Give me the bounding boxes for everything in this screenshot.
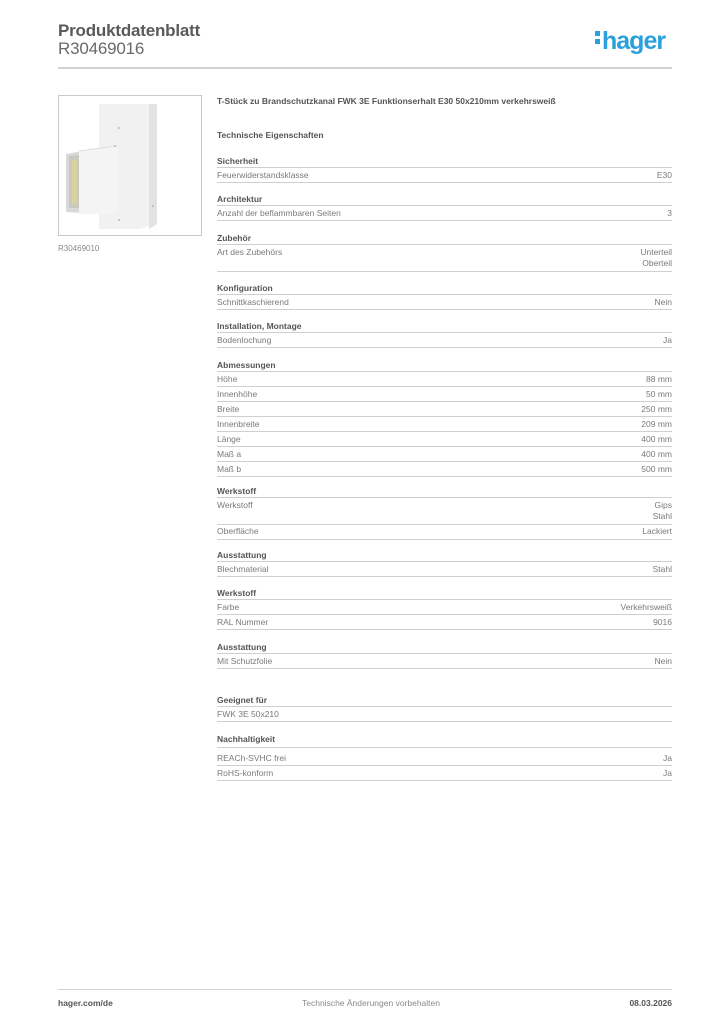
property-value: 50 mm <box>646 388 672 399</box>
footer-website-link[interactable]: hager.com/de <box>58 998 113 1008</box>
section-title: Geeignet für <box>217 694 672 707</box>
section-title: Werkstoff <box>217 587 672 600</box>
property-row <box>217 462 672 477</box>
property-label: Anzahl der beflammbaren Seiten <box>217 207 341 218</box>
property-label: Werkstoff <box>217 499 253 510</box>
property-value: 250 mm <box>641 403 672 414</box>
section-nachhaltigkeit <box>217 733 672 781</box>
section-title: Zubehör <box>217 232 672 245</box>
section-title: Ausstattung <box>217 549 672 562</box>
property-value: 500 mm <box>641 463 672 474</box>
hager-logo <box>595 27 665 56</box>
property-row <box>217 498 672 525</box>
property-row <box>217 654 672 669</box>
property-row <box>217 168 672 183</box>
section-title: Abmessungen <box>217 359 672 372</box>
property-row <box>217 615 672 630</box>
section-title: Installation, Montage <box>217 320 672 333</box>
footer-disclaimer: Technische Änderungen vorbehalten <box>302 998 440 1008</box>
property-row <box>217 245 672 272</box>
property-label: REACh-SVHC frei <box>217 752 286 763</box>
property-label: Oberfläche <box>217 526 259 536</box>
property-label: Maß b <box>217 463 242 474</box>
section-title: Ausstattung <box>217 641 672 654</box>
property-row <box>217 333 672 348</box>
property-row <box>217 387 672 402</box>
property-value: 9016 <box>653 616 672 627</box>
property-row <box>217 766 672 781</box>
property-row <box>217 402 672 417</box>
property-label: Mit Schutzfolie <box>217 655 273 666</box>
property-label: Innenhöhe <box>217 388 258 399</box>
property-value: Nein <box>654 296 672 307</box>
image-caption: R30469010 <box>58 244 100 253</box>
property-value: Gips Stahl <box>652 499 672 521</box>
property-row <box>217 562 672 577</box>
property-label: Bodenlochung <box>217 334 272 345</box>
property-value: Stahl <box>652 563 672 574</box>
property-row <box>217 432 672 447</box>
section-geeignet-fuer <box>217 694 672 722</box>
property-label: Schnittkaschierend <box>217 296 289 307</box>
section-installation <box>217 320 672 348</box>
property-row <box>217 206 672 221</box>
section-title: Sicherheit <box>217 155 672 168</box>
property-label: RoHS-konform <box>217 767 274 778</box>
tech-properties-heading: Technische Eigenschaften <box>217 130 324 140</box>
property-value: 88 mm <box>646 373 672 384</box>
section-title: Nachhaltigkeit <box>217 733 672 748</box>
property-value: Ja <box>663 334 672 345</box>
property-value: Lackiert <box>642 526 672 536</box>
property-label: Höhe <box>217 373 238 384</box>
property-row <box>217 707 672 722</box>
property-label: Blechmaterial <box>217 563 269 574</box>
doc-number: R30469016 <box>58 39 145 58</box>
property-value: Nein <box>654 655 672 666</box>
section-title: Werkstoff <box>217 485 672 498</box>
property-row <box>217 295 672 310</box>
t-piece-product-illustration <box>59 96 201 235</box>
property-value: 209 mm <box>641 418 672 429</box>
section-werkstoff <box>217 485 672 540</box>
property-row <box>217 525 672 540</box>
property-value: 3 <box>667 207 672 218</box>
property-row <box>217 417 672 432</box>
property-value: 400 mm <box>641 448 672 459</box>
product-image <box>58 95 202 236</box>
property-label: Farbe <box>217 601 240 612</box>
footer-divider <box>58 989 672 990</box>
property-value: Unterteil Oberteil <box>640 246 672 268</box>
property-value: E30 <box>656 169 672 180</box>
property-value: Ja <box>663 767 672 778</box>
property-label: Art des Zubehörs <box>217 246 283 257</box>
section-title: Architektur <box>217 193 672 206</box>
property-label: Feuerwiderstandsklasse <box>217 169 309 180</box>
property-row <box>217 600 672 615</box>
product-title: T-Stück zu Brandschutzkanal FWK 3E Funktionserhalt E30 50x210mm verkehrsweiß <box>217 96 556 106</box>
property-label: FWK 3E 50x210 <box>217 708 279 719</box>
section-title: Konfiguration <box>217 282 672 295</box>
property-value: Ja <box>663 752 672 763</box>
logo-text: hager <box>602 27 666 55</box>
section-ausstattung <box>217 549 672 577</box>
doc-title: Produktdatenblatt <box>58 21 201 40</box>
property-label: Maß a <box>217 448 242 459</box>
logo-dots-icon <box>595 28 600 47</box>
section-abmessungen <box>217 359 672 477</box>
property-row <box>217 447 672 462</box>
section-sicherheit <box>217 155 672 183</box>
section-architektur <box>217 193 672 221</box>
section-konfiguration <box>217 282 672 310</box>
property-value: 400 mm <box>641 433 672 444</box>
property-value: Verkehrsweiß <box>620 601 672 612</box>
property-label: Länge <box>217 433 241 444</box>
property-label: Breite <box>217 403 240 414</box>
footer-date: 08.03.2026 <box>629 998 672 1008</box>
section-zubehoer <box>217 232 672 272</box>
property-row <box>217 751 672 766</box>
section-werkstoff-farbe <box>217 587 672 630</box>
property-row <box>217 372 672 387</box>
property-label: Innenbreite <box>217 418 260 429</box>
section-ausstattung-schutzfolie <box>217 641 672 669</box>
property-label: RAL Nummer <box>217 616 269 627</box>
header-divider <box>58 67 672 69</box>
